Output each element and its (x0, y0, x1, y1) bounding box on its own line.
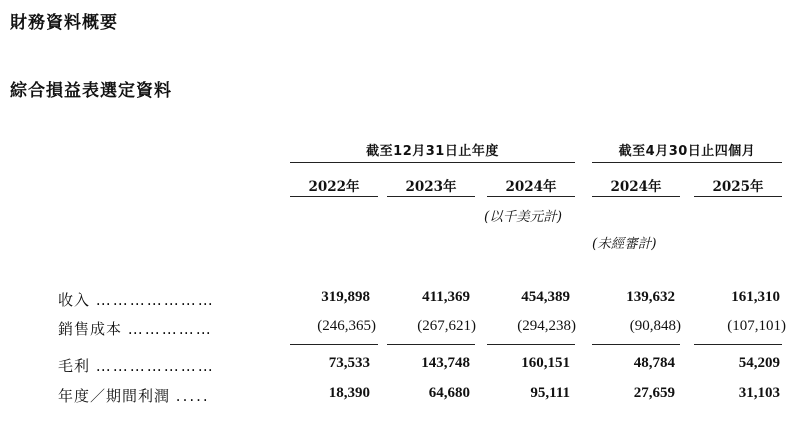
table-cell: 31,103 (738, 385, 780, 401)
page-title: 財務資料概要 (10, 13, 118, 33)
row-label-revenue (58, 289, 215, 310)
table-cell: 160,151 (521, 355, 570, 371)
column-header-2024: 2024年 (505, 179, 557, 195)
table-cell: (107,101) (727, 318, 786, 334)
unaudited-note: (未經審計) (592, 236, 657, 252)
table-cell: 139,632 (626, 289, 675, 305)
table-cell: 411,369 (422, 289, 470, 305)
column-rule-2022 (290, 196, 378, 197)
leader-dots: ………………… (95, 291, 215, 309)
column-rule-2024-four-months (592, 196, 680, 197)
subtotal-rule (592, 344, 680, 345)
table-cell: 161,310 (731, 289, 780, 305)
column-rule-2023 (387, 196, 475, 197)
table-cell: 18,390 (328, 385, 370, 401)
table-cell: 95,111 (530, 385, 570, 401)
row-label-text: 銷售成本 (58, 320, 123, 338)
table-cell: 48,784 (633, 355, 675, 371)
subtotal-rule (290, 344, 378, 345)
table-cell: 319,898 (321, 289, 370, 305)
column-rule-2025 (694, 196, 782, 197)
column-header-2024-four-months: 2024年 (610, 179, 662, 195)
subtotal-rule (694, 344, 782, 345)
group-rule-four-months (592, 162, 782, 163)
column-rule-2024 (487, 196, 575, 197)
section-title: 綜合損益表選定資料 (10, 81, 172, 101)
column-header-2022: 2022年 (308, 179, 360, 195)
table-cell: (246,365) (317, 318, 376, 334)
row-label-gross-profit (58, 355, 215, 376)
row-label-text: 年度／期間利潤 (58, 387, 171, 405)
table-cell: 54,209 (738, 355, 780, 371)
leader-dots: ..... (175, 387, 210, 405)
leader-dots: …………… (127, 320, 213, 338)
group-rule-fiscal-year (290, 162, 575, 163)
row-label-cost-of-sales (58, 318, 213, 339)
table-cell: 73,533 (328, 355, 370, 371)
table-cell: 64,680 (428, 385, 470, 401)
table-cell: 143,748 (421, 355, 470, 371)
table-cell: 27,659 (633, 385, 675, 401)
group-header-four-months: 截至4月30日止四個月 (618, 144, 756, 159)
table-cell: (294,238) (517, 318, 576, 334)
group-header-fiscal-year: 截至12月31日止年度 (366, 144, 499, 159)
currency-note: (以千美元計) (484, 209, 563, 225)
table-cell: 454,389 (521, 289, 570, 305)
table-cell: (90,848) (629, 318, 681, 334)
column-header-2025: 2025年 (712, 179, 764, 195)
table-cell: (267,621) (417, 318, 476, 334)
row-label-text: 收入 (58, 291, 91, 309)
leader-dots: ………………… (95, 357, 215, 375)
subtotal-rule (387, 344, 475, 345)
row-label-profit-for-period (58, 385, 210, 406)
subtotal-rule (487, 344, 575, 345)
row-label-text: 毛利 (58, 357, 91, 375)
column-header-2023: 2023年 (405, 179, 457, 195)
